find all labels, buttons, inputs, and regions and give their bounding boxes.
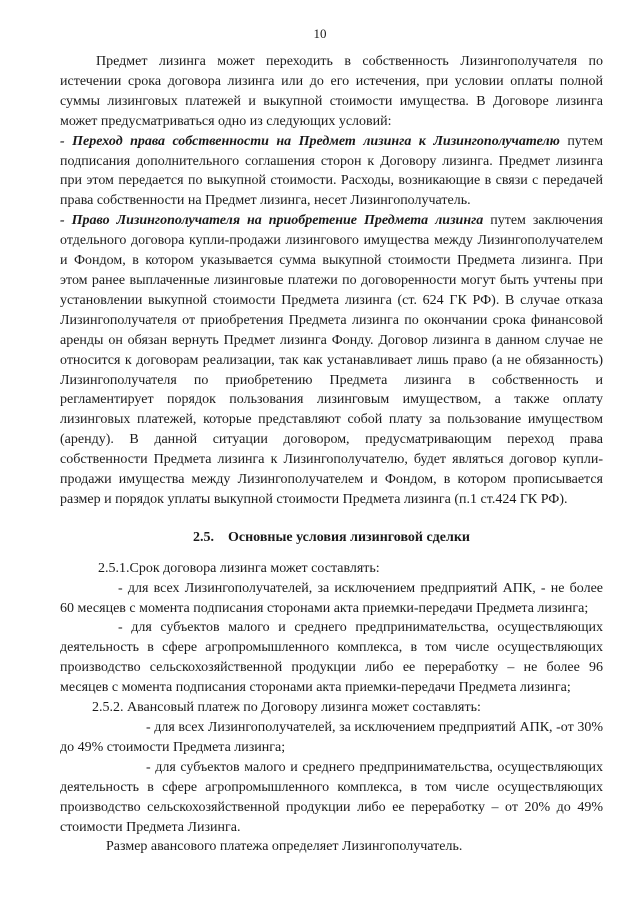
advance-intro: 2.5.2. Авансовый платеж по Договору лизинга может составлять:: [92, 700, 481, 716]
emphasis-ownership-transfer: - Переход права собственности на Предмет лизинга к Лизингополучателю: [60, 133, 560, 149]
section-title: Основные условия лизинговой сделки: [228, 529, 470, 545]
section-heading: [60, 528, 603, 548]
section-number: 2.5.: [193, 529, 215, 545]
term-intro: 2.5.1.Срок договора лизинга может составлять:: [98, 560, 380, 576]
advance-closing: Размер авансового платежа определяет Лизингополучатель.: [106, 839, 463, 855]
term-item: - для всех Лизингополучателей, за исключением предприятий АПК, - не более 60 месяцев с момента подписания сторонами акта приемки-передачи Предмета лизинга;: [60, 580, 603, 616]
paragraph-ownership-condition: [60, 132, 603, 212]
paragraph-text: путем заключения отдельного договора купли-продажи лизингового имущества между Лизингополучателем и Фондом, в котором указывается сумма выкупной стоимости Предмета лизинга. При этом ранее выплаченные лизинговые платежи по договоренности могут быть учтены при установлении выкупной стоимости Предмета лизинга (ст. 624 ГК РФ). В случае отказа Лизингополучателя от приобретения Предмета лизинга по окончании срока финансовой аренды он обязан вернуть Предмет лизинга Фонду. Договор лизинга в данном случае не относится к договорам реализации, так как устанавливает лишь право (а не обязанность) Лизингополучателя по приобретению Предмета лизинга в собственность и регламентирует порядок пользования лизинговым имуществом, а также оплату лизинговых платежей, которые представляют собой плату за пользование имуществом (аренду). В данной ситуации договором, предусматривающим переход права собственности Предмета лизинга к Лизингополучателю, будет являться договор купли-продажи имущества между Лизингополучателем и Фондом, в котором прописывается размер и порядок уплаты выкупной стоимости Предмета лизинга (п.1 ст.424 ГК РФ).: [60, 213, 603, 507]
paragraph-purchase-right: [60, 211, 603, 510]
page-number: 10: [313, 26, 327, 41]
paragraph-ownership-transfer: Предмет лизинга может переходить в собственность Лизингополучателя по истечении срока договора лизинга или до его истечения, при условии оплаты полной суммы лизинговых платежей и выкупной стоимости имущества. В Договоре лизинга может предусматриваться одно из следующих условий:: [60, 54, 603, 129]
advance-item: - для всех Лизингополучателей, за исключением предприятий АПК, -от 30% до 49% стоимости Предмета лизинга;: [60, 720, 603, 755]
paragraph-text: путем подписания дополнительного соглашения сторон к Договору лизинга. Предмет лизинга при этом передается по выкупной стоимости. Расходы, возникающие в связи с передачей права собственности на Предмет лизинга, несет Лизингополучатель.: [60, 133, 604, 209]
document-body: [60, 52, 603, 857]
advance-item: - для субъектов малого и среднего предпринимательства, осуществляющих деятельность в сфере агропромышленного комплекса, в том числе осуществляющих производство сельскохозяйственной продукции либо ее переработку – от 20% до 49% стоимости Предмета Лизинга.: [60, 759, 603, 835]
emphasis-purchase-right: - Право Лизингополучателя на приобретение Предмета лизинга: [60, 213, 484, 229]
term-item: - для субъектов малого и среднего предпринимательства, осуществляющих деятельность в сфере агропромышленного комплекса, в том числе осуществляющих производство сельскохозяйственной продукции либо ее переработку – не более 96 месяцев с момента подписания сторонами акта приемки-передачи Предмета лизинга;: [60, 620, 603, 696]
